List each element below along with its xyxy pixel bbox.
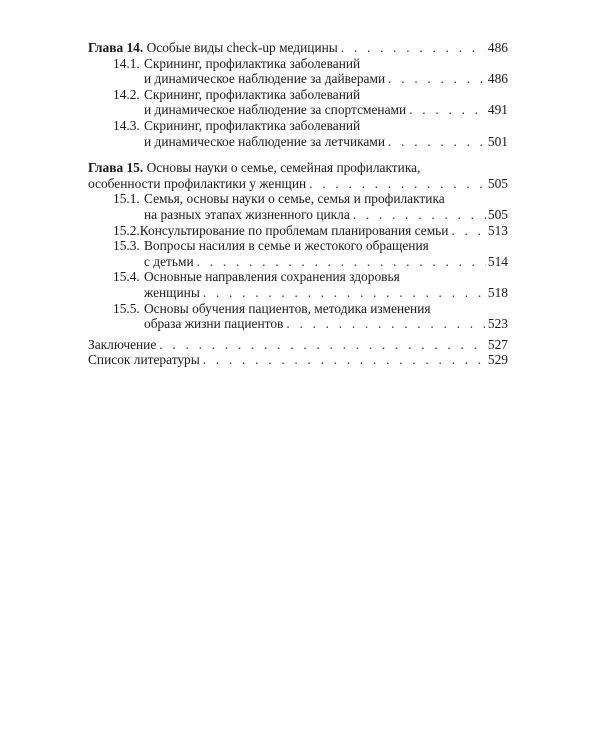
dot-leader bbox=[286, 316, 486, 332]
toc-section-14-3 bbox=[88, 118, 508, 149]
section-title-line2: и динамическое наблюдение за дайверами bbox=[144, 71, 386, 87]
dot-leader bbox=[388, 71, 486, 87]
dot-leader bbox=[341, 40, 486, 56]
section-number: 15.4. bbox=[113, 269, 140, 285]
dot-leader bbox=[159, 337, 486, 353]
toc-section-15-5 bbox=[88, 301, 508, 332]
section-number: 15.5. bbox=[113, 300, 140, 316]
page-number: 518 bbox=[487, 284, 508, 300]
dot-leader bbox=[309, 176, 486, 192]
page-number: 491 bbox=[487, 102, 508, 118]
section-title-line2: на разных этапах жизненного цикла bbox=[144, 206, 350, 222]
toc-section-15-2 bbox=[88, 223, 508, 239]
dot-leader bbox=[409, 102, 486, 118]
section-title-line1: Скрининг, профилактика заболеваний bbox=[144, 86, 361, 102]
page-number: 514 bbox=[487, 253, 508, 269]
page-number: 523 bbox=[487, 316, 508, 332]
section-title-line1: Консультирование по проблемам планирования семьи bbox=[139, 222, 449, 238]
toc-bibliography bbox=[88, 352, 508, 368]
section-title-line1: Основы обучения пациентов, методика изменения bbox=[144, 300, 431, 316]
toc-chapter-15 bbox=[88, 160, 508, 191]
dot-leader bbox=[203, 352, 486, 368]
section-number: 15.2. bbox=[113, 222, 140, 238]
page-number: 501 bbox=[487, 133, 508, 149]
chapter-title: Особые виды check-up медицины bbox=[146, 40, 338, 55]
toc-section-15-3 bbox=[88, 238, 508, 269]
dot-leader bbox=[203, 285, 486, 301]
section-title-line2: и динамическое наблюдение за летчиками bbox=[144, 133, 385, 149]
dot-leader bbox=[388, 134, 486, 150]
chapter-title-line1: Основы науки о семье, семейная профилактика, bbox=[146, 160, 421, 176]
toc-section-15-4 bbox=[88, 269, 508, 300]
section-title-line2: женщины bbox=[144, 284, 200, 300]
page-number: 513 bbox=[487, 222, 508, 238]
page-number: 505 bbox=[487, 175, 508, 191]
toc-section-14-1 bbox=[88, 56, 508, 87]
section-title-line2: с детьми bbox=[144, 253, 194, 269]
page-number: 486 bbox=[487, 40, 508, 55]
section-title-line1: Скрининг, профилактика заболеваний bbox=[144, 117, 361, 133]
toc-chapter-14 bbox=[88, 40, 508, 56]
chapter-label: Глава 15. bbox=[88, 160, 144, 176]
section-number: 14.1. bbox=[113, 55, 140, 71]
section-number: 14.2. bbox=[113, 86, 140, 102]
section-title-line1: Вопросы насилия в семье и жестокого обращения bbox=[144, 238, 429, 254]
toc-section-15-1 bbox=[88, 191, 508, 222]
dot-leader bbox=[353, 207, 486, 223]
table-of-contents bbox=[88, 40, 508, 368]
page-number: 505 bbox=[487, 206, 508, 222]
chapter-title-line2: особенности профилактики у женщин bbox=[88, 175, 307, 191]
entry-title: Список литературы bbox=[88, 352, 200, 368]
section-title-line2: и динамическое наблюдение за спортсменами bbox=[144, 102, 407, 118]
page-number: 527 bbox=[487, 336, 508, 352]
section-title-line1: Скрининг, профилактика заболеваний bbox=[144, 55, 361, 71]
page-number: 486 bbox=[487, 71, 508, 87]
section-number: 14.3. bbox=[113, 117, 140, 133]
toc-section-14-2 bbox=[88, 87, 508, 118]
dot-leader bbox=[451, 223, 485, 239]
toc-conclusion bbox=[88, 337, 508, 353]
entry-title: Заключение bbox=[88, 336, 157, 352]
chapter-label: Глава 14. bbox=[88, 40, 144, 55]
section-number: 15.1. bbox=[113, 191, 140, 207]
section-title-line1: Семья, основы науки о семье, семья и профилактика bbox=[144, 191, 445, 207]
dot-leader bbox=[197, 254, 486, 270]
section-title-line1: Основные направления сохранения здоровья bbox=[144, 269, 400, 285]
page-number: 529 bbox=[487, 352, 508, 368]
section-title-line2: образа жизни пациентов bbox=[144, 316, 284, 332]
section-number: 15.3. bbox=[113, 238, 140, 254]
